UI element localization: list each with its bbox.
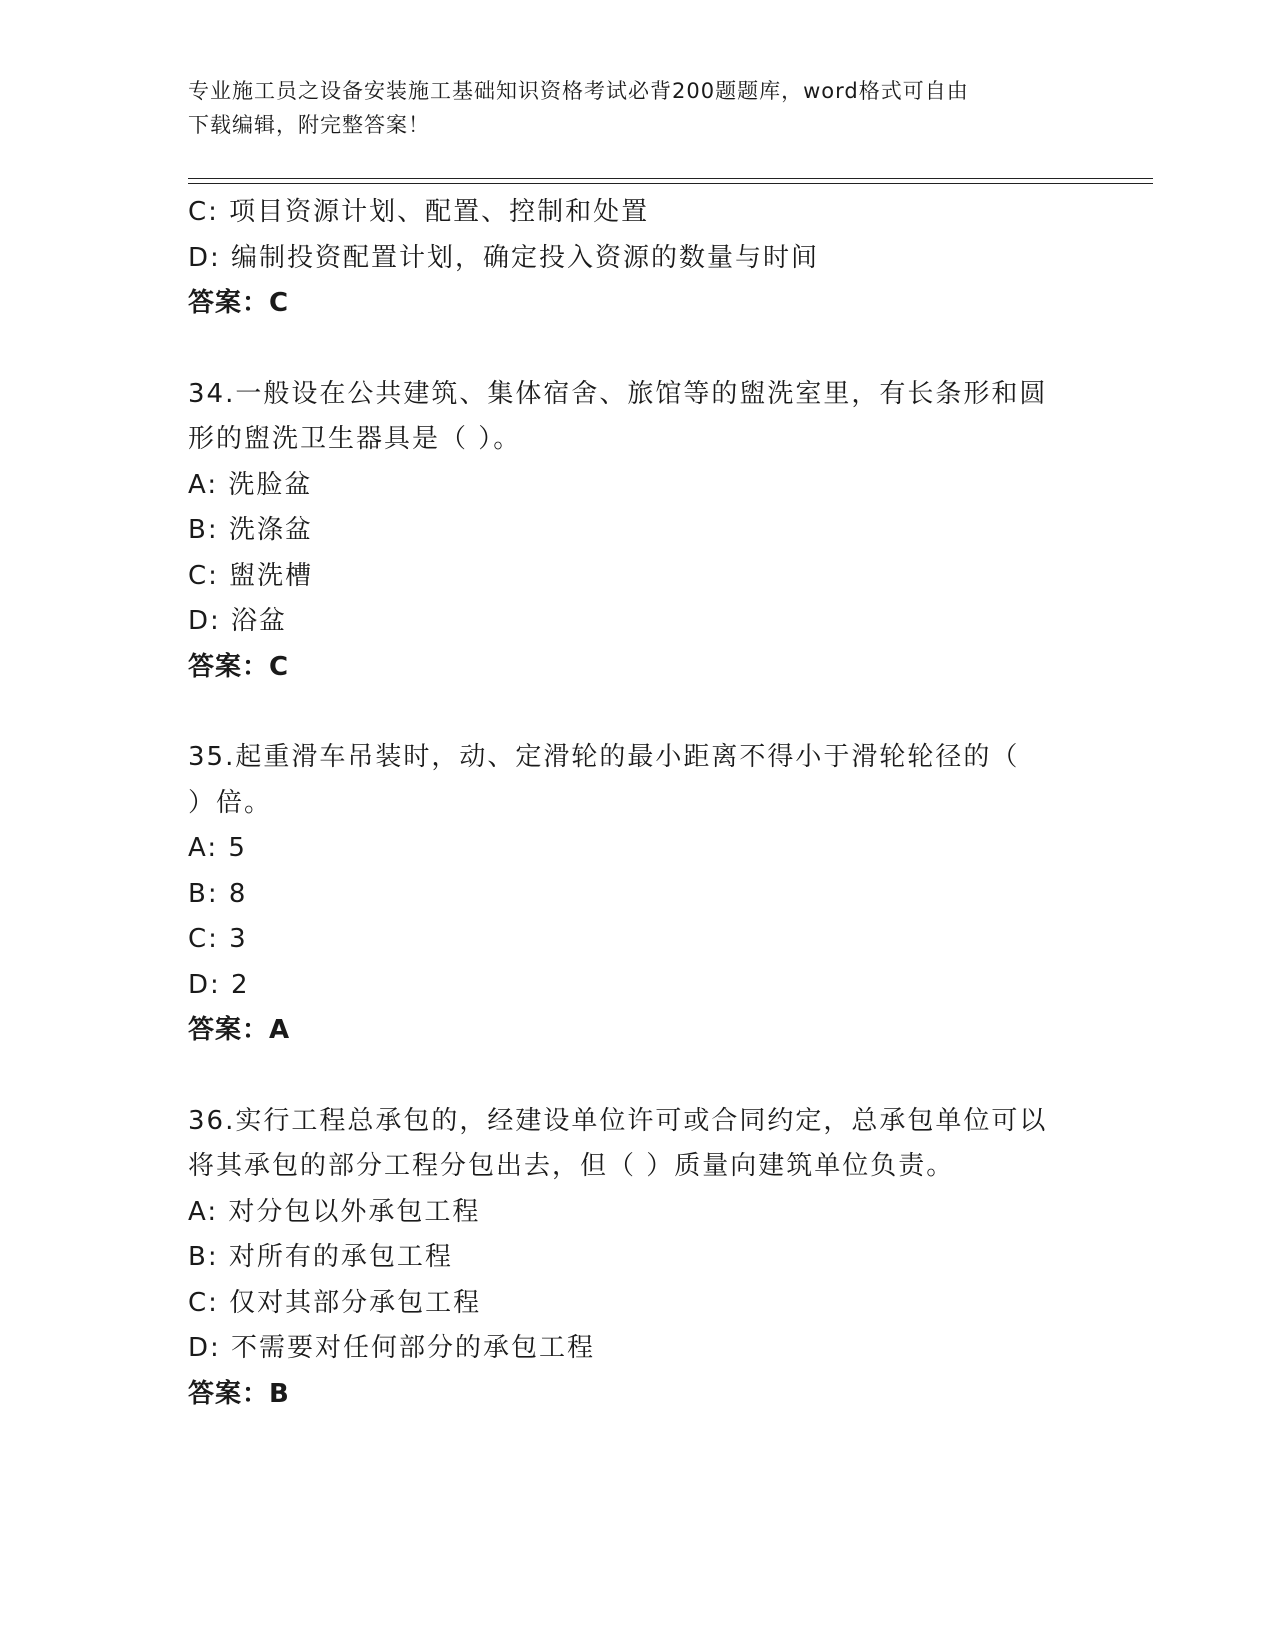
question-34 xyxy=(188,372,1088,691)
option-d: D: 不需要对任何部分的承包工程 xyxy=(188,1333,596,1363)
option-d: D: 2 xyxy=(188,969,250,1000)
option-d: D: 编制投资配置计划，确定投入资源的数量与时间 xyxy=(188,242,820,273)
option-b: B: 洗涤盆 xyxy=(188,515,313,545)
option-a: A: 洗脸盆 xyxy=(188,469,313,500)
option-b: B: 对所有的承包工程 xyxy=(188,1242,453,1272)
question-text-line: 将其承包的部分工程分包出去，但（ ）质量向建筑单位负责。 xyxy=(188,1151,955,1181)
option-b: B: 8 xyxy=(188,878,248,909)
header-line-1: 专业施工员之设备安装施工基础知识资格考试必背200题题库，word格式可自由 xyxy=(188,79,969,103)
question-text-line: 34.一般设在公共建筑、集体宿舍、旅馆等的盥洗室里，有长条形和圆 xyxy=(188,378,1048,409)
question-text-line: ）倍。 xyxy=(188,787,273,818)
option-c: C: 项目资源计划、配置、控制和处置 xyxy=(188,197,650,227)
answer: 答案：B xyxy=(188,1378,290,1409)
question-text-line: 35.起重滑车吊装时，动、定滑轮的最小距离不得小于滑轮轮径的（ xyxy=(188,742,1020,772)
answer: 答案：A xyxy=(188,1015,291,1045)
document-header xyxy=(188,74,1068,142)
option-a: A: 对分包以外承包工程 xyxy=(188,1196,481,1227)
option-c: C: 盥洗槽 xyxy=(188,560,314,591)
option-d: D: 浴盆 xyxy=(188,606,288,636)
question-35 xyxy=(188,735,1088,1054)
question-list xyxy=(188,190,1088,1417)
option-c: C: 3 xyxy=(188,924,248,954)
option-a: A: 5 xyxy=(188,833,247,863)
header-line-2: 下载编辑，附完整答案！ xyxy=(188,113,430,137)
question-36 xyxy=(188,1099,1088,1418)
answer: 答案：C xyxy=(188,651,290,682)
option-c: C: 仅对其部分承包工程 xyxy=(188,1287,482,1318)
question-33-continued xyxy=(188,190,1088,327)
answer: 答案：C xyxy=(188,288,290,318)
header-divider-top xyxy=(188,178,1153,179)
question-text-line: 形的盥洗卫生器具是（ ）。 xyxy=(188,424,522,454)
header-divider-bottom xyxy=(188,183,1153,184)
question-text-line: 36.实行工程总承包的，经建设单位许可或合同约定，总承包单位可以 xyxy=(188,1105,1048,1136)
